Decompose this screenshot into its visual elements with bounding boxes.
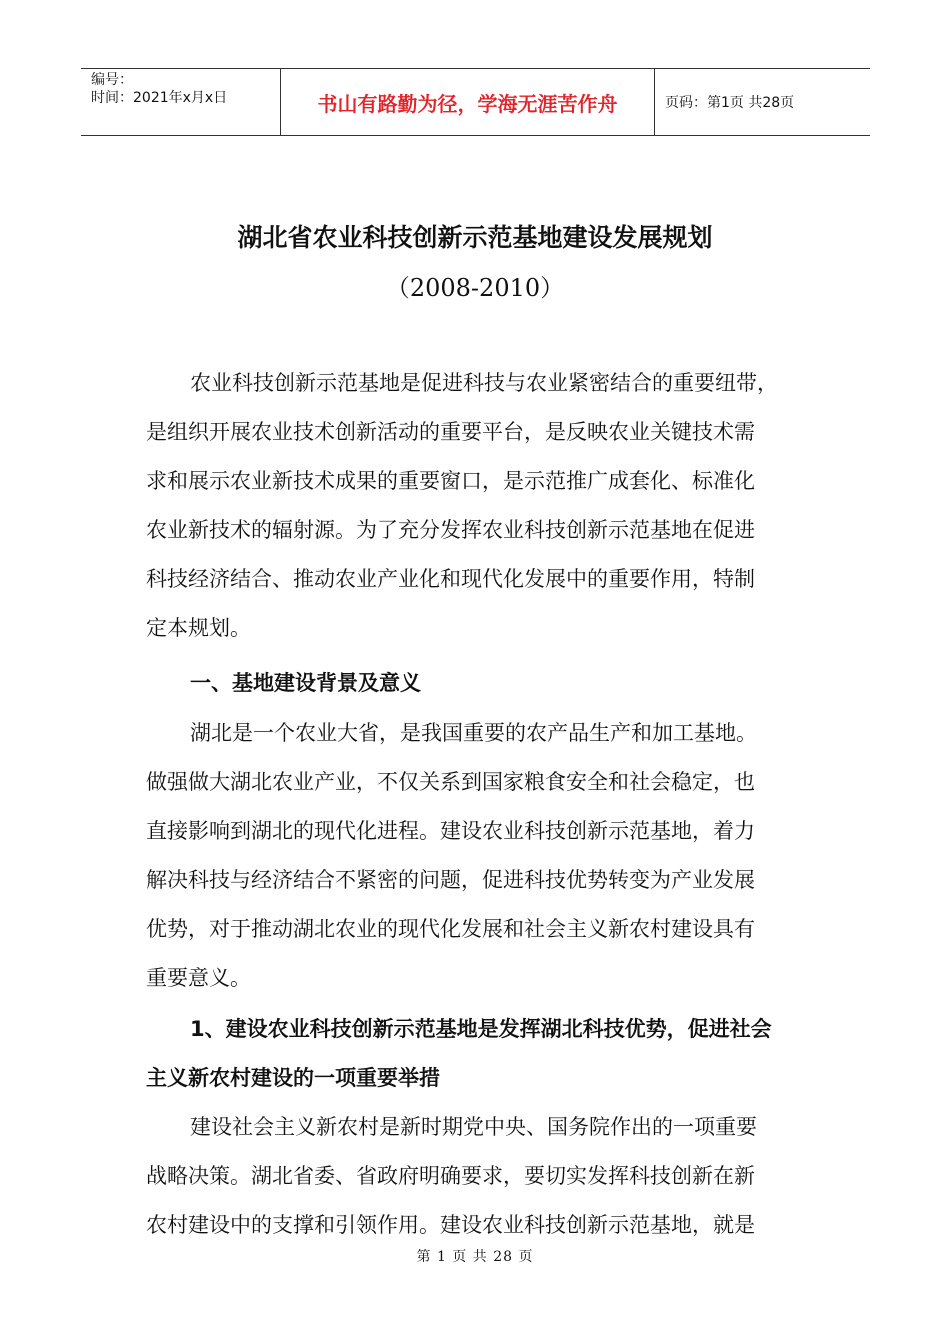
paragraph-line: 是组织开展农业技术创新活动的重要平台，是反映农业关键技术需 (146, 420, 755, 444)
number-label: 编号： (91, 72, 133, 88)
motto-cell (281, 69, 655, 135)
paragraph-line: 求和展示农业新技术成果的重要窗口，是示范推广成套化、标准化 (146, 469, 755, 493)
paragraph-line: 湖北是一个农业大省，是我国重要的农产品生产和加工基地。 (190, 721, 757, 745)
header-table (81, 68, 870, 136)
paragraph-line: 农业新技术的辐射源。为了充分发挥农业科技创新示范基地在促进 (146, 518, 755, 542)
paragraph-line: 农业科技创新示范基地是促进科技与农业紧密结合的重要纽带， (190, 371, 778, 395)
paragraph-line: 重要意义。 (146, 966, 251, 990)
header-meta-cell (81, 69, 281, 135)
paragraph-line: 定本规划。 (146, 616, 251, 640)
paragraph-line: 农村建设中的支撑和引领作用。建设农业科技创新示范基地，就是 (146, 1213, 755, 1237)
paragraph-line: 直接影响到湖北的现代化进程。建设农业科技创新示范基地，着力 (146, 819, 755, 843)
subsection-heading: 1、建设农业科技创新示范基地是发挥湖北科技优势，促进社会 (190, 1017, 772, 1041)
motto-text: 书山有路勤为径，学海无涯苦作舟 (317, 91, 618, 116)
date-label: 时间：2021年x月x日 (91, 90, 228, 106)
page-info-cell (655, 69, 870, 135)
paragraph-line: 战略决策。湖北省委、省政府明确要求，要切实发挥科技创新在新 (146, 1164, 755, 1188)
paragraph-line: 建设社会主义新农村是新时期党中央、国务院作出的一项重要 (190, 1115, 757, 1139)
paragraph-line: 优势，对于推动湖北农业的现代化发展和社会主义新农村建设具有 (146, 917, 755, 941)
paragraph-line: 解决科技与经济结合不紧密的问题，促进科技优势转变为产业发展 (146, 868, 755, 892)
section-heading: 一、基地建设背景及意义 (190, 671, 421, 695)
paragraph-line: 科技经济结合、推动农业产业化和现代化发展中的重要作用，特制 (146, 567, 755, 591)
page-footer: 第 1 页 共 28 页 (416, 1249, 534, 1265)
document-subtitle: （2008-2010） (385, 274, 565, 302)
document-title: 湖北省农业科技创新示范基地建设发展规划 (237, 223, 713, 252)
subsection-heading: 主义新农村建设的一项重要举措 (146, 1066, 440, 1090)
paragraph-line: 做强做大湖北农业产业，不仅关系到国家粮食安全和社会稳定，也 (146, 770, 755, 794)
page-info-text: 页码：第1页 共28页 (665, 95, 795, 111)
